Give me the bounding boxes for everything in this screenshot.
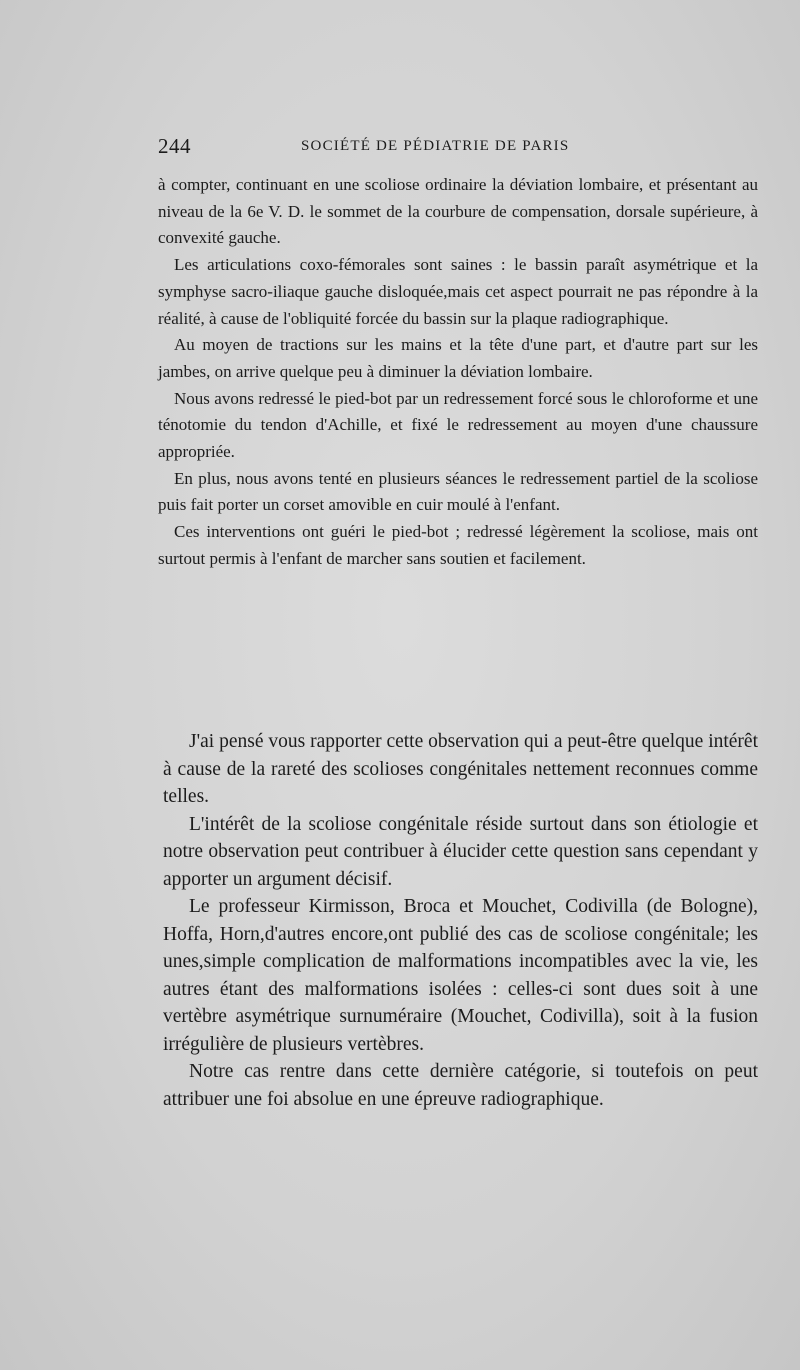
paragraph: Nous avons redressé le pied-bot par un redressement forcé sous le chloroforme et une ténotomie du tendon d'Achille, et fixé le redressement au moyen d'une chaussure appropriée. (158, 388, 758, 462)
small-print-section (158, 172, 758, 573)
running-head: SOCIÉTÉ DE PÉDIATRIE DE PARIS (301, 138, 570, 154)
main-text-section (163, 728, 758, 1113)
paragraph: L'intérêt de la scoliose congénitale réside surtout dans son étiologie et notre observation peut contribuer à élucider cette question sans cependant y apporter un argument décisif. (163, 813, 758, 890)
paragraph: à compter, continuant en une scoliose ordinaire la déviation lombaire, et présentant au niveau de la 6e V. D. le sommet de la courbure de compensation, dorsale supérieure, à convexité gauche. (158, 175, 758, 248)
paragraph: En plus, nous avons tenté en plusieurs séances le redressement partiel de la scoliose puis fait porter un corset amovible en cuir moulé à l'enfant. (158, 468, 758, 515)
paragraph: Notre cas rentre dans cette dernière catégorie, si toutefois on peut attribuer une foi absolue en une épreuve radiographique. (163, 1061, 758, 1110)
paragraph: Le professeur Kirmisson, Broca et Mouchet, Codivilla (de Bologne), Hoffa, Horn,d'autres encore,ont publié des cas de scoliose congénitale; les unes,simple complication de malformations incompatibles avec la vie, les autres étant des malformations isolées : celles-ci sont dues soit à une vertèbre asymétrique surnuméraire (Mouchet, Codivilla), soit à la fusion irrégulière de plusieurs vertèbres. (163, 896, 758, 1055)
paragraph: Ces interventions ont guéri le pied-bot ; redressé légèrement la scoliose, mais ont surtout permis à l'enfant de marcher sans soutien et facilement. (158, 522, 758, 568)
paragraph: Au moyen de tractions sur les mains et la tête d'une part, et d'autre part sur les jambes, on arrive quelque peu à diminuer la déviation lombaire. (158, 335, 758, 381)
page-number: 244 (158, 134, 191, 158)
page-header (158, 134, 758, 160)
paragraph: Les articulations coxo-fémorales sont saines : le bassin paraît asymétrique et la symphyse sacro-iliaque gauche disloquée,mais cet aspect pourrait ne pas répondre à la réalité, à cause de l'obliquité forcée du bassin sur la plaque radiographique. (158, 255, 758, 328)
paragraph: J'ai pensé vous rapporter cette observation qui a peut-être quelque intérêt à cause de la rareté des scolioses congénitales nettement reconnues comme telles. (163, 731, 758, 807)
